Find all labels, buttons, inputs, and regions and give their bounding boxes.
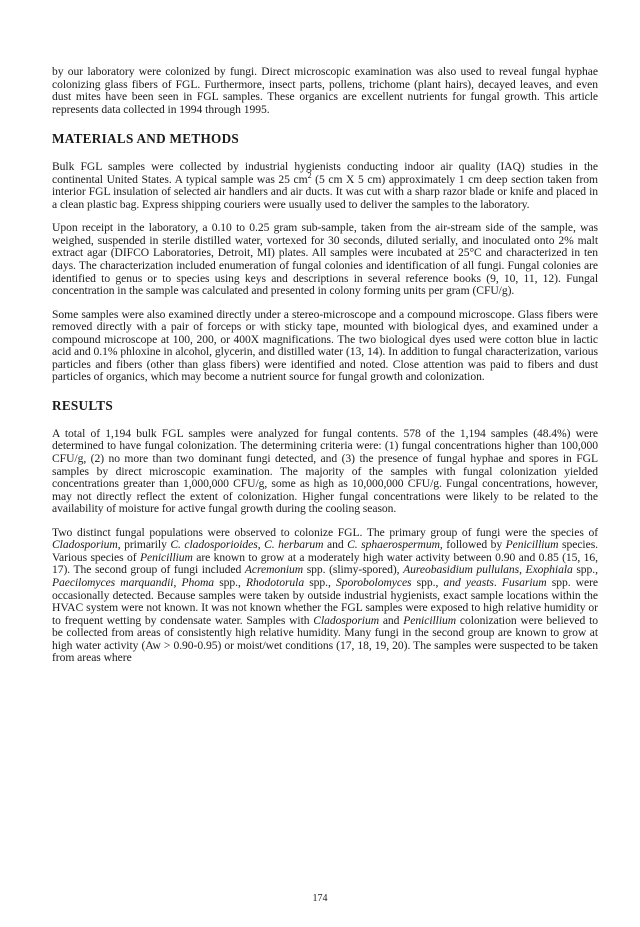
text-run: species. Various species of: [52, 538, 599, 564]
text-run: Two distinct fungal populations were observed to colonize FGL. The primary group of fungi were the species of: [52, 525, 598, 539]
results-paragraph-1: A total of 1,194 bulk FGL samples were analyzed for fungal contents. 578 of the 1,194 samples (48.4%) were determined to have fungal colonization. The determining criteria were: (1) fungal concentrations higher than 100,000 CFU/g, (2) no more than two dominant fungi detected, and (3) the presence of fungal hyphae and spores in FGL samples by direct microscopic examination. The majority of the samples with fungal colonization yielded concentrations greater than 1,000,000 CFU/g, some as high as 10,000,000 CFU/g. Fungal concentrations, however, may not directly reflect the extent of colonization. Higher fungal concentrations were likely to be related to the availability of moisture for active fungal growth during the cooling season.: [52, 426, 598, 516]
text-run: and: [379, 613, 404, 627]
results-heading: RESULTS: [52, 397, 113, 413]
italic-term: Penicillium: [139, 550, 193, 564]
text-run: colonization were believed to be collected from areas of consistently high relative humidity. Many fungi in the second group are known to grow at high water activity (Aw > 0.90-0.95) or moist/wet conditions (17, 18, 19, 20). The samples were suspected to be taken from areas where: [52, 613, 598, 665]
text-run: spp. (slimy-spored),: [303, 563, 404, 577]
methods-paragraph-2: Upon receipt in the laboratory, a 0.10 to 0.25 gram sub-sample, taken from the air-stream side of the sample, was weighed, suspended in sterile distilled water, vortexed for 30 seconds, diluted serially, and inoculated onto 2% malt extract agar (DIFCO Laboratories, Detroit, MI) plates. All samples were incubated at 25°C and characterized in ten days. The characterization included enumeration of fungal colonies and identification of all fungi. Fungal colonies are identified to genus or to species using keys and descriptions in several reference books (9, 10, 11, 12). Fungal concentration in the sample was calculated and presented in colony forming units per gram (CFU/g).: [52, 221, 598, 298]
text-run: ,: [173, 575, 182, 589]
methods-p1-text-a: Bulk FGL samples were collected by industrial hygienists conducting indoor air quality (IAQ) studies in the continental United States. A typical sample was 25 cm: [52, 160, 598, 186]
methods-heading: MATERIALS AND METHODS: [52, 131, 240, 147]
text-run: spp.,: [304, 575, 337, 589]
methods-p1-text-b: (5 cm X 5 cm) approximately 1 cm deep section taken from interior FGL insulation of selected air handlers and air ducts. It was cut with a sharp razor blade or knife and placed in a clean plastic bag. Express shipping couriers were usually used to deliver the samples to the laboratory.: [52, 172, 598, 211]
italic-term: Paecilomyces marquandii: [52, 575, 174, 589]
text-run: ,: [519, 563, 526, 577]
text-run: spp.,: [214, 575, 246, 589]
italic-term: Fusarium: [501, 575, 547, 589]
italic-term: Penicillium: [505, 538, 559, 552]
text-run: ,: [257, 538, 265, 552]
superscript: 2: [307, 170, 312, 180]
italic-term: Rhodotorula: [246, 575, 305, 589]
text-run: spp. were occasionally detected. Because samples were taken by outside industrial hygienists, exact sample locations within the HVAC system were not known. It was not known whether the FGL samples were exposed to high relative humidity or to frequent wetting by condensate water. Samples with: [52, 575, 599, 627]
text-run: are known to grow at a moderately high water activity between 0.90 and 0.85 (15, 16, 17). The second group of fungi included: [52, 550, 598, 577]
italic-term: and yeasts: [443, 575, 494, 589]
text-run: and: [323, 538, 348, 552]
italic-term: Penicillium: [403, 613, 457, 627]
text-run: spp.,: [572, 563, 598, 577]
italic-term: Cladosporium: [313, 613, 380, 627]
page-number: 174: [312, 893, 328, 904]
results-paragraph-2: [52, 527, 598, 665]
methods-paragraph-1: [52, 161, 598, 211]
italic-term: C. sphaerospermum: [347, 538, 440, 552]
text-run: .: [493, 575, 502, 589]
text-run: spp.,: [411, 575, 444, 589]
italic-term: C. herbarum: [264, 538, 324, 552]
methods-paragraph-3: Some samples were also examined directly under a stereo-microscope and a compound microscope. Glass fibers were removed directly with a pair of forceps or with sticky tape, mounted with biological dyes, and examined under a compound microscope at 100, 200, or 400X magnifications. The two biological dyes used were cotton blue in lactic acid and 0.1% phloxine in alcohol, glycerin, and distilled water (13, 14). In addition to fungal characterization, various particles and fibers (other than glass fibers) were identified and noted. Close attention was paid to fibers and dust particles of organics, which may become a nutrient source for fungal growth and colonization.: [52, 307, 598, 384]
italic-term: Phoma: [181, 575, 215, 589]
italic-term: Acremonium: [244, 563, 304, 577]
italic-term: Sporobolomyces: [336, 575, 412, 589]
page-body: [52, 66, 598, 665]
italic-term: Aureobasidium pullulans: [403, 563, 520, 577]
italic-term: Cladosporium: [52, 538, 118, 552]
text-run: , followed by: [439, 538, 506, 552]
text-run: , primarily: [117, 538, 171, 552]
intro-paragraph: by our laboratory were colonized by fungi. Direct microscopic examination was also used to reveal fungal hyphae colonizing glass fibers of FGL. Furthermore, insect parts, pollens, trichome (plant hairs), decayed leaves, and even dust mites have been seen in FGL samples. These organics are excellent nutrients for fungal growth. This article represents data collected in 1994 through 1995.: [52, 65, 598, 116]
italic-term: C. cladosporioides: [170, 538, 258, 552]
italic-term: Exophiala: [525, 563, 573, 577]
